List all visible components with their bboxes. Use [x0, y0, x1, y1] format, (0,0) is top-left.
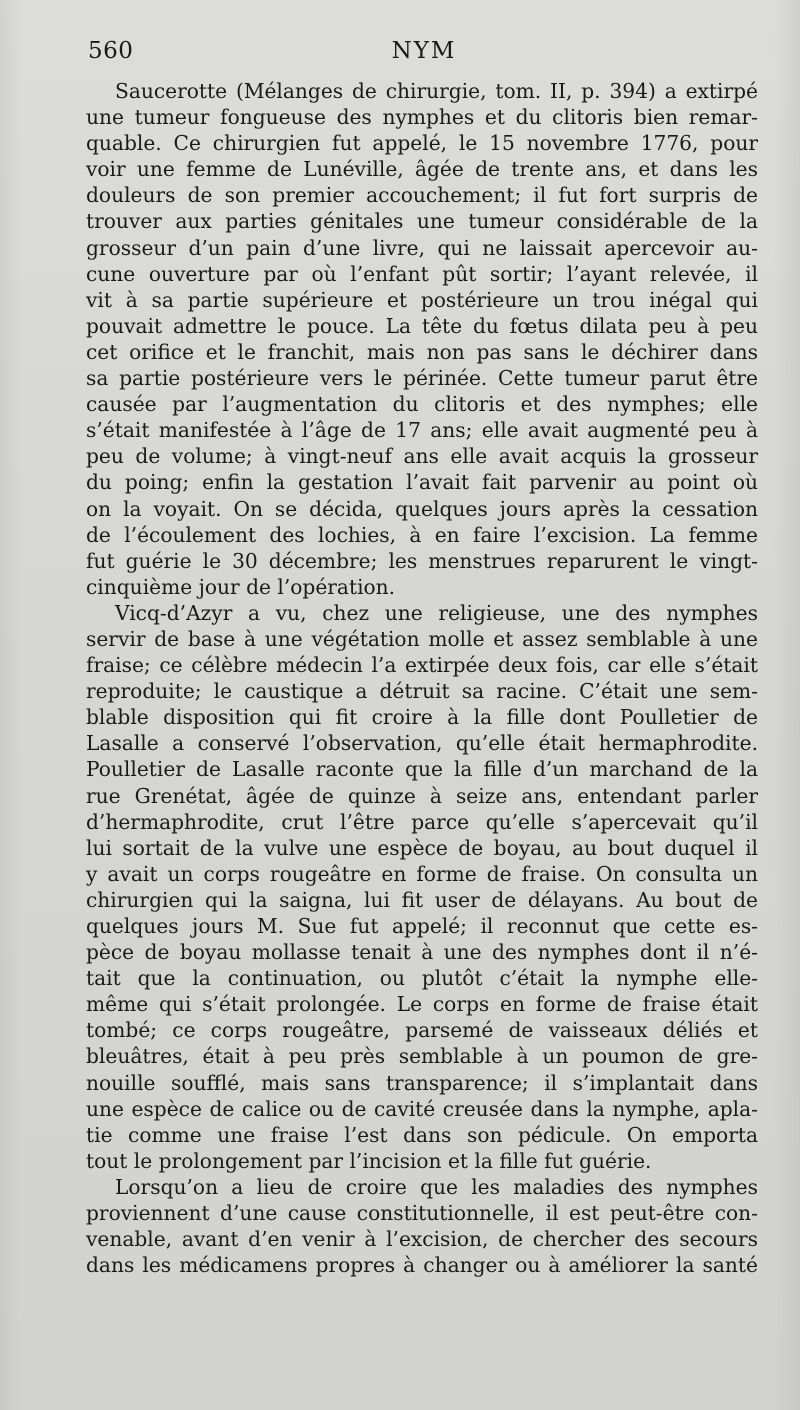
text-line: dans les médicamens propres à changer ou à améliorer la santé — [86, 1253, 758, 1278]
text-line: grosseur d’un pain d’une livre, qui ne laissait apercevoir au- — [86, 235, 758, 260]
text-line: quelques jours M. Sue fut appelé; il reconnut que cette es- — [86, 914, 758, 938]
text-line: d’hermaphrodite, crut l’être parce qu’elle s’apercevait qu’il — [86, 809, 758, 834]
text-line: une espèce de calice ou de cavité creusée dans la nymphe, apla- — [86, 1096, 758, 1121]
text-line: cet orifice et le franchit, mais non pas sans le déchirer dans — [86, 339, 758, 364]
text-line: peu de volume; à vingt-neuf ans elle avait acquis la grosseur — [86, 444, 758, 469]
text-line: venable, avant d’en venir à l’excision, de chercher des secours — [86, 1227, 758, 1252]
text-line: lui sortait de la vulve une espèce de boyau, au bout duquel il — [86, 835, 758, 860]
text-line: s’était manifestée à l’âge de 17 ans; elle avait augmenté peu à — [86, 418, 758, 443]
text-line: vit à sa partie supérieure et postérieure un trou inégal qui — [86, 287, 758, 312]
text-line: proviennent d’une cause constitutionnelle, il est peut-être con- — [86, 1201, 758, 1226]
paragraph-lorsquon — [86, 1174, 758, 1278]
text-line: Lasalle a conservé l’observation, qu’elle était hermaphrodite. — [86, 731, 758, 756]
text-line: voir une femme de Lunéville, âgée de trente ans, et dans les — [86, 157, 758, 182]
text-line: chirurgien qui la saigna, lui fit user de délayans. Au bout de — [86, 887, 758, 912]
text-line: Poulletier de Lasalle raconte que la fille d’un marchand de la — [86, 757, 758, 782]
text-line: tait que la continuation, ou plutôt c’était la nymphe elle- — [86, 966, 758, 991]
text-line: de l’écoulement des lochies, à en faire l’excision. La femme — [86, 522, 758, 547]
text-line: Vicq-d’Azyr a vu, chez une religieuse, une des nymphes — [115, 600, 758, 625]
text-line: on la voyait. On se décida, quelques jours après la cessation — [86, 496, 758, 521]
text-line: servir de base à une végétation molle et assez semblable à une — [86, 626, 758, 651]
text-line: nouille soufflé, mais sans transparence; il s’implantait dans — [86, 1070, 758, 1095]
text-line: cune ouverture par où l’enfant pût sortir; l’ayant relevée, il — [86, 261, 758, 286]
text-line: tie comme une fraise l’est dans son pédicule. On emporta — [86, 1122, 758, 1147]
text-line: douleurs de son premier accouchement; il fut fort surpris de — [86, 183, 758, 208]
text-line: même qui s’était prolongée. Le corps en forme de fraise était — [86, 992, 758, 1017]
text-line: Lorsqu’on a lieu de croire que les maladies des nymphes — [115, 1174, 758, 1199]
running-head: NYM — [391, 38, 457, 64]
text-line: une tumeur fongueuse des nymphes et du clitoris bien remar- — [86, 105, 758, 130]
text-line: tout le prolongement par l’incision et la fille fut guérie. — [86, 1148, 652, 1173]
text-line: bleuâtres, était à peu près semblable à un poumon de gre- — [86, 1044, 758, 1069]
page-shadow-right — [774, 0, 800, 1410]
text-line: sa partie postérieure vers le périnée. Cette tumeur parut être — [86, 366, 758, 391]
text-line: fraise; ce célèbre médecin l’a extirpée deux fois, car elle s’était — [86, 653, 758, 678]
text-line: pouvait admettre le pouce. La tête du fœtus dilata peu à peu — [86, 313, 758, 338]
text-line: du poing; enfin la gestation l’avait fait parvenir au point où — [86, 470, 758, 495]
page-header — [88, 38, 760, 78]
text-line: tombé; ce corps rougeâtre, parsemé de vaisseaux déliés et — [86, 1018, 758, 1043]
text-line: cinquième jour de l’opération. — [86, 574, 396, 599]
text-line: reproduite; le caustique a détruit sa racine. C’était une sem- — [86, 679, 758, 704]
page-number: 560 — [88, 38, 134, 64]
text-line: blable disposition qui fit croire à la fille dont Poulletier de — [86, 705, 758, 730]
text-line: rue Grenétat, âgée de quinze à seize ans, entendant parler — [86, 783, 758, 808]
text-line: quable. Ce chirurgien fut appelé, le 15 novembre 1776, pour — [86, 131, 758, 156]
paragraph-vicq-dazyr — [86, 600, 758, 1174]
text-line: causée par l’augmentation du clitoris et des nymphes; elle — [86, 392, 758, 417]
text-line: trouver aux parties génitales une tumeur considérable de la — [86, 209, 758, 234]
body-text — [86, 78, 758, 1278]
text-line: y avait un corps rougeâtre en forme de fraise. On consulta un — [86, 861, 758, 886]
text-line: Saucerotte (Mélanges de chirurgie, tom. II, p. 394) a extirpé — [115, 79, 758, 103]
paragraph-saucerotte — [86, 78, 758, 600]
text-line: fut guérie le 30 décembre; les menstrues reparurent le vingt- — [86, 548, 758, 573]
page-shadow-left — [0, 0, 22, 1410]
text-line: pèce de boyau mollasse tenait à une des nymphes dont il n’é- — [86, 940, 758, 965]
